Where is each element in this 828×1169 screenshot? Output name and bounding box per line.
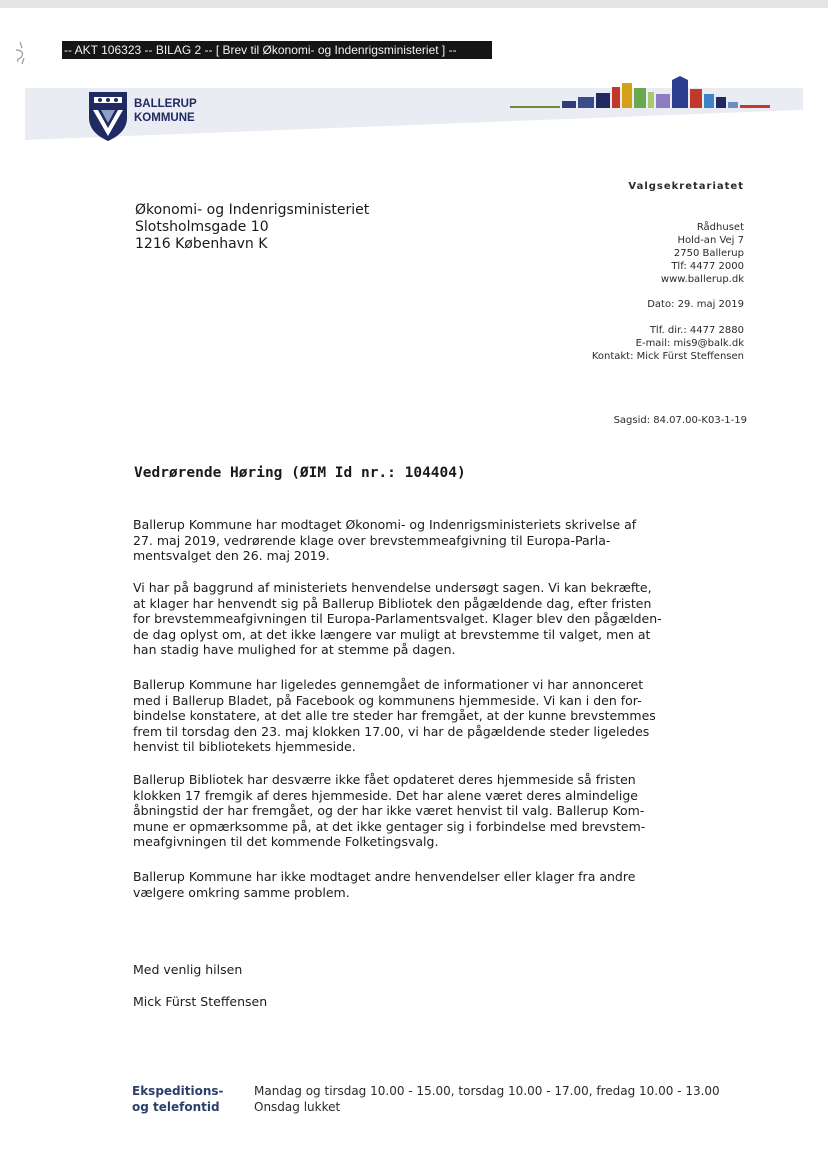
contact-info <box>464 324 744 363</box>
recipient-address <box>135 202 369 253</box>
paragraph-line: de dag oplyst om, at det ikke længere var muligt at brevstemme til valget, men at <box>133 626 651 642</box>
paragraph-line: bindelse konstatere, at det alle tre steder har fremgået, at der kunne brevstemmes <box>133 708 656 724</box>
sender-address-line: 2750 Ballerup <box>673 248 744 259</box>
ballerup-coat-of-arms-icon <box>87 90 129 142</box>
paragraph-line: åbningstid der har fremgået, og der har ikke været henvist til valg. Ballerup Kom- <box>133 803 645 819</box>
office-hours-line: Mandag og tirsdag 10.00 - 15.00, torsdag 10.00 - 17.00, fredag 10.00 - 13.00 <box>254 1084 720 1098</box>
office-hours-label <box>132 1084 224 1115</box>
sender-phone: Tlf: 4477 2000 <box>671 261 744 272</box>
paragraph-line: meafgivningen til det kommende Folketingsvalg. <box>133 834 439 850</box>
paragraph-line: at klager har henvendt sig på Ballerup Bibliotek den pågældende dag, efter fristen <box>133 595 652 611</box>
municipality-logo <box>87 90 207 142</box>
letter-date: Dato: 29. maj 2019 <box>647 299 744 310</box>
sender-address-line: Hold-an Vej 7 <box>677 235 744 246</box>
logo-line-2: KOMMUNE <box>134 112 195 124</box>
department-name: Valgsekretariatet <box>628 181 744 192</box>
paragraph-line: mune er opmærksomme på, at det ikke gentager sig i forbindelse med brevstem- <box>133 818 646 834</box>
recipient-line: Slotsholmsgade 10 <box>135 219 269 235</box>
paragraph-line: Vi har på baggrund af ministeriets henvendelse undersøgt sagen. Vi kan bekræfte, <box>133 580 652 595</box>
sender-website: www.ballerup.dk <box>660 274 744 285</box>
paragraph-line: for brevstemmeafgivningen til Europa-Parlamentsvalget. Klager blev den pågælden- <box>133 611 662 627</box>
paragraph-line: Ballerup Kommune har ligeledes gennemgået de informationer vi har annonceret <box>133 677 644 692</box>
paragraph-line: med i Ballerup Bladet, på Facebook og kommunens hjemmeside. Vi kan i den for- <box>133 692 642 708</box>
case-id: Sagsid: 84.07.00-K03-1-19 <box>613 415 747 426</box>
document-stamp: -- AKT 106323 -- BILAG 2 -- [ Brev til Økonomi- og Indenrigsministeriet ] -- <box>62 41 492 59</box>
body-paragraph <box>133 772 693 850</box>
skyline-graphic-icon <box>510 74 770 116</box>
body-paragraph <box>133 677 693 755</box>
paragraph-line: han stadig have mulighed for at stemme på dagen. <box>133 642 456 658</box>
office-hours <box>254 1084 720 1115</box>
sender-address-line: Rådhuset <box>696 222 744 233</box>
paragraph-line: vælgere omkring samme problem. <box>133 884 350 900</box>
body-paragraph <box>133 517 693 564</box>
logo-line-1: BALLERUP <box>134 98 197 110</box>
paragraph-line: Ballerup Bibliotek har desværre ikke fået opdateret deres hjemmeside så fristen <box>133 772 636 787</box>
paragraph-line: Ballerup Kommune har modtaget Økonomi- og Indenrigsministeriets skrivelse af <box>133 517 637 532</box>
direct-phone: Tlf. dir.: 4477 2880 <box>649 325 744 336</box>
letter-subject: Vedrørende Høring (ØIM Id nr.: 104404) <box>134 465 466 481</box>
body-paragraph <box>133 580 693 658</box>
scan-edge <box>0 0 828 8</box>
body-paragraph <box>133 869 693 900</box>
paragraph-line: 27. maj 2019, vedrørende klage over brevstemmeafgivning til Europa-Parla- <box>133 532 611 548</box>
recipient-line: Økonomi- og Indenrigsministeriet <box>135 202 370 218</box>
paragraph-line: klokken 17 fremgik af deres hjemmeside. Det har alene været deres almindelige <box>133 787 638 803</box>
paragraph-line: Ballerup Kommune har ikke modtaget andre henvendelser eller klager fra andre <box>133 869 636 884</box>
contact-person: Kontakt: Mick Fürst Steffensen <box>591 351 744 362</box>
office-hours-label-line: og telefontid <box>132 1099 220 1114</box>
paragraph-line: mentsvalget den 26. maj 2019. <box>133 548 330 564</box>
signer-name: Mick Fürst Steffensen <box>133 994 268 1009</box>
contact-email: E-mail: mis9@balk.dk <box>635 338 744 349</box>
office-hours-label-line: Ekspeditions- <box>132 1084 224 1098</box>
paragraph-line: henvist til bibliotekets hjemmeside. <box>133 739 356 755</box>
sender-address <box>464 221 744 286</box>
scan-mark-icon <box>10 38 38 68</box>
office-hours-line: Onsdag lukket <box>254 1099 341 1114</box>
closing-greeting: Med venlig hilsen <box>133 962 243 977</box>
logo-wordmark <box>134 97 197 125</box>
paragraph-line: frem til torsdag den 23. maj klokken 17.00, vi har de pågældende steder ligeledes <box>133 723 650 739</box>
recipient-line: 1216 København K <box>135 236 268 252</box>
